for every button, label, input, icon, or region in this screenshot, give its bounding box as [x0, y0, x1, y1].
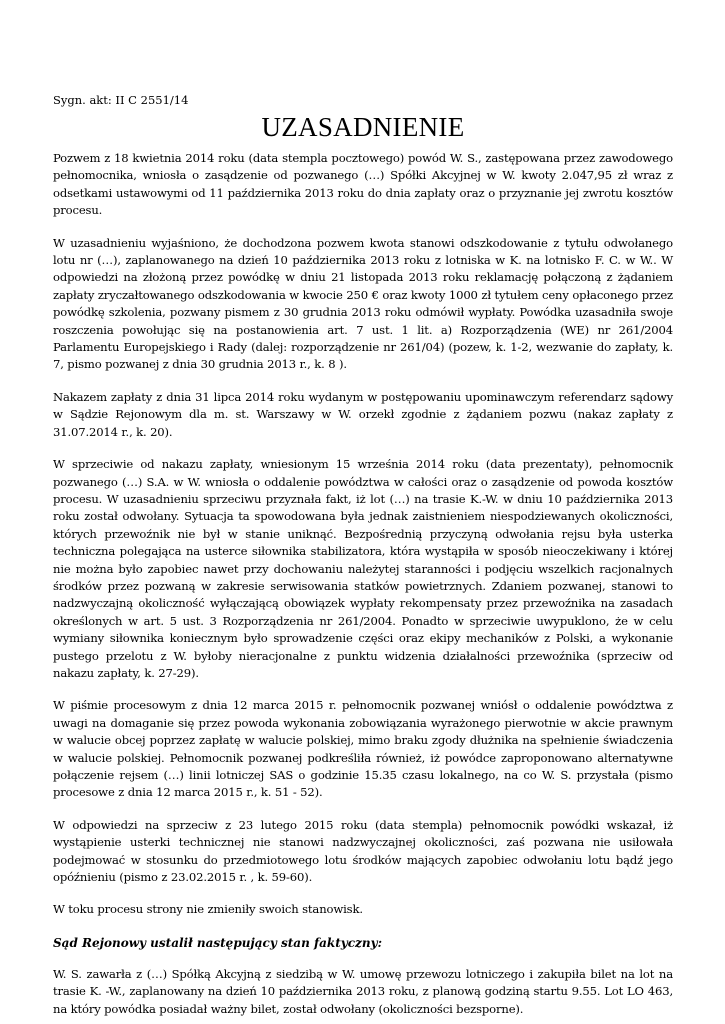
paragraph-response: W odpowiedzi na sprzeciw z 23 lutego 2015 roku (data stempla) pełnomocnik powódki wskazał, iż wystąpienie usterki technicznej nie stanowi nadzwyczajnej okoliczności, zaś pozwana nie usiłowała podejmować w stosunku do przedmiotowego lotu środków mających zapobiec odwołaniu lotu bądź jego opóźnieniu (pismo z 23.02.2015 r. , k. 59-60). [53, 817, 673, 885]
paragraph-objection: W sprzeciwie od nakazu zapłaty, wniesionym 15 września 2014 roku (data prezentaty), pełnomocnik pozwanego (…) S.A. w W. wniosła o oddalenie powództwa w całości oraz o zasądzenie od powoda kosztów procesu. W uzasadnieniu sprzeciwu przyznała fakt, iż lot (…) na trasie K.-W. w dniu 10 października 2013 roku został odwołany. Sytuacja ta spowodowana była jednak zaistnieniem niespodziewanych okoliczności, których przewoźnik nie był w stanie uniknąć. Bezpośrednią przyczyną odwołania rejsu była usterka techniczna polegająca na usterce siłownika stabilizatora, która wystąpiła w sposób nieoczekiwany i której nie można było zapobiec nawet przy dochowaniu należytej staranności i podjęciu wszelkich racjonalnych środków przez pozwaną w zakresie serwisowania statków powietrznych. Zdaniem pozwanej, stanowi to nadzwyczajną okoliczność wyłączającą obowiązek wypłaty rekompensaty przez przewoźnika na zasadach określonych w art. 5 ust. 3 Rozporządzenia nr 261/2004. Ponadto w sprzeciwie uwypuklono, że w celu wymiany siłownika koniecznym było sprowadzenie części oraz ekipy mechaników z Polski, a wykonanie pustego przelotu z W. byłoby nieracjonalne z punktu widzenia działalności przewoźnika (sprzeciw od nakazu zapłaty, k. 27-29). [53, 457, 673, 680]
paragraph-facts: W. S. zawarła z (…) Spółką Akcyjną z siedzibą w W. umowę przewozu lotniczego i zakupiła bilet na lot na trasie K. -W., zaplanowany na dzień 10 października 2013 roku, z planową godziną startu 9.55. Lot LO 463, na który powódka posiadał ważny bilet, został odwołany (okoliczności bezsporne). [53, 966, 673, 1016]
paragraph-positions: W toku procesu strony nie zmieniły swoich stanowisk. [53, 902, 363, 917]
paragraph-justification: W uzasadnieniu wyjaśniono, że dochodzona pozwem kwota stanowi odszkodowanie z tytułu odwołanego lotu nr (…), zaplanowanego na dzień 10 października 2013 roku z lotniska w K. na lotnisko F. C. w W.. W odpowiedzi na złożoną przez powódkę w dniu 21 listopada 2013 roku reklamację połączoną z żądaniem zapłaty zryczałtowanego odszkodowania w kwocie 250 € oraz kwoty 1000 zł tytułem ceny opłaconego przez powódkę szkolenia, pozwany pismem z 30 grudnia 2013 roku odmówił wypłaty. Powódka uzasadniła swoje roszczenia powołując się na postanowienia art. 7 ust. 1 lit. a) Rozporządzenia (WE) nr 261/2004 Parlamentu Europejskiego i Rady (dalej: rozporządzenie nr 261/04) (pozew, k. 1-2, wezwanie do zapłaty, k. 7, pismo pozwanej z dnia 30 grudnia 2013 r., k. 8 ). [53, 235, 673, 372]
case-number: Sygn. akt: II C 2551/14 [53, 93, 189, 107]
paragraph-procedural-letter: W piśmie procesowym z dnia 12 marca 2015 r. pełnomocnik pozwanej wniósł o oddalenie powództwa z uwagi na domaganie się przez powoda wykonania zobowiązania wyrażonego pierwotnie w akcie prawnym w walucie obcej poprzez zapłatę w walucie polskiej, mimo braku zgody dłużnika na spełnienie świadczenia w walucie polskiej. Pełnomocnik pozwanej podkreśliła również, iż powódce zaproponowano alternatywne połączenie rejsem (…) linii lotniczej SAS o godzinie 15.35 czasu lokalnego, na co W. S. przystała (pismo procesowe z dnia 12 marca 2015 r., k. 51 - 52). [53, 698, 673, 800]
document-title: UZASADNIENIE [261, 112, 465, 142]
paragraph-claim: Pozwem z 18 kwietnia 2014 roku (data stempla pocztowego) powód W. S., zastępowana przez zawodowego pełnomocnika, wniosła o zasądzenie od pozwanego (…) Spółki Akcyjnej w W. kwoty 2.047,95 zł wraz z odsetkami ustawowymi od 11 października 2013 roku do dnia zapłaty oraz o przyznanie jej zwrotu kosztów procesu. [53, 151, 673, 218]
section-heading: Sąd Rejonowy ustalił następujący stan faktyczny: [53, 935, 382, 950]
paragraph-payment-order: Nakazem zapłaty z dnia 31 lipca 2014 roku wydanym w postępowaniu upominawczym referendarz sądowy w Sądzie Rejonowym dla m. st. Warszawy w W. orzekł zgodnie z żądaniem pozwu (nakaz zapłaty z 31.07.2014 r., k. 20). [53, 389, 673, 439]
